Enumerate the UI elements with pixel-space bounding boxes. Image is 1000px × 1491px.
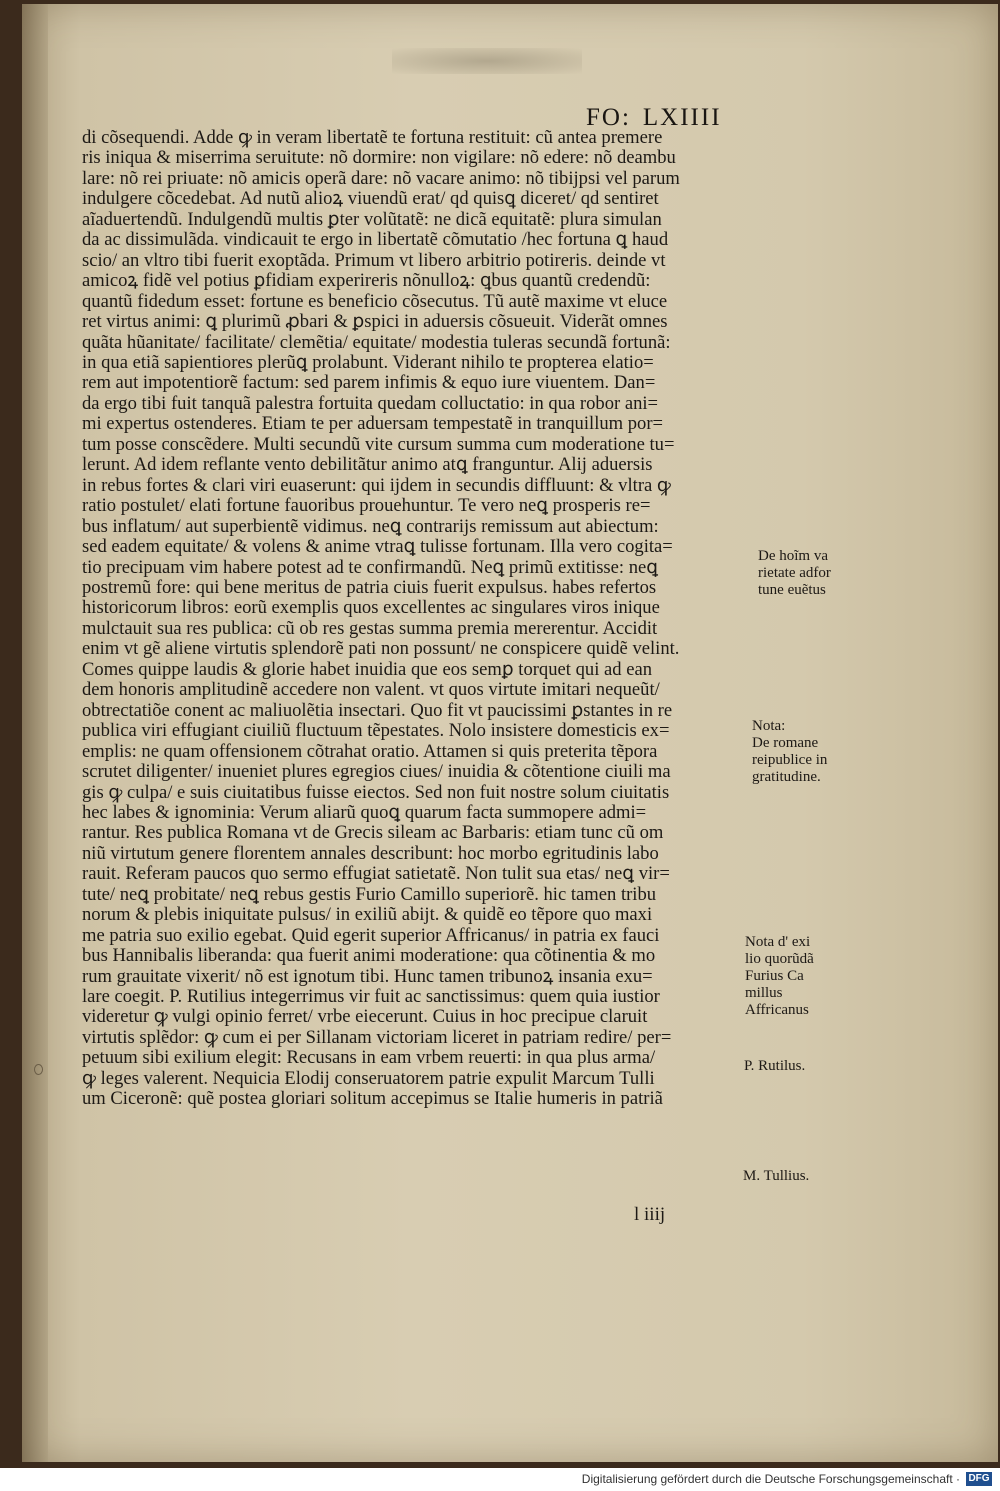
margin-note-line: Affricanus <box>745 1002 809 1018</box>
body-line: rauit. Referam paucos quo sermo effugiat satietatẽ. Non tulit sua etas/ neꝗ vir= <box>82 864 670 885</box>
body-line: ris iniqua & miserrima seruitute: nõ dormire: non vigilare: nõ edere: nõ deambu <box>82 148 676 169</box>
margin-note-line: gratitudine. <box>752 769 821 785</box>
margin-note-de-exilio <box>745 934 814 1019</box>
body-line: gis ꝙ culpa/ e suis ciuitatibus fuisse eiectos. Sed non fuit nostre solum ciuitatis <box>82 782 670 803</box>
body-line: sed eadem equitate/ & volens & anime vtraꝗ tulisse fortunam. Illa vero cogita= <box>82 537 673 558</box>
body-line: rantur. Res publica Romana vt de Grecis sileam ac Barbaris: etiam tunc cũ om <box>82 823 664 844</box>
margin-note-line: rietate adfor <box>758 565 831 581</box>
body-line: videretur ꝙ vulgi opinio ferret/ vrbe eiecerunt. Cuius in hoc precipue claruit <box>82 1007 648 1028</box>
body-line: da ac dissimulãda. vindicauit te ergo in libertatẽ cõmutatio /hec fortuna ꝗ haud <box>82 230 669 251</box>
body-line: emplis: ne quam offensionem cõtrahat oratio. Attamen si quis preterita tẽpora <box>82 741 658 762</box>
body-line: ret virtus animi: ꝗ plurimũ ꝓbari & ꝑspici in aduersis cõsueuit. Viderãt omnes <box>82 312 668 333</box>
body-line: amicoꝝ fidẽ vel potius ꝑfidiam experireris nõnulloꝝ: ꝗbus quantũ credendũ: <box>82 271 651 292</box>
body-line: publica viri effugiant ciuiliũ fluctuum tẽpestates. Nolo insistere domesticis ex= <box>82 721 670 742</box>
body-line: quantũ fidedum esset: fortune es beneficio cõsecutus. Tũ autẽ maxime vt eluce <box>82 291 668 312</box>
body-line: lerunt. Ad idem reflante vento debilitãtur animo atꝗ franguntur. Alij aduersis <box>82 455 653 476</box>
folio-label: FO: <box>586 104 631 131</box>
body-line: lare: nõ rei priuate: nõ amicis operã dare: nõ vacare animo: nõ tibijpsi vel parum <box>82 168 680 189</box>
body-line: me patria suo exilio egebat. Quid egerit superior Affricanus/ in patria ex fauci <box>82 925 660 946</box>
body-line: petuum sibi exilium elegit: Recusans in eam vrbem reuerti: in qua plus arma/ <box>82 1048 656 1069</box>
margin-note-line: reipublice in <box>752 752 828 768</box>
signature-mark: l iiij <box>634 1204 666 1225</box>
binding-hole <box>34 1064 43 1075</box>
margin-note-line: millus <box>745 985 783 1001</box>
body-line: tute/ neꝗ probitate/ neꝗ rebus gestis Furio Camillo superiorẽ. hic tamen tribu <box>82 884 657 905</box>
body-line: mi expertus ostenderes. Etiam te per aduersam tempestatẽ in tranquillum por= <box>82 414 664 435</box>
body-line: virtutis splẽdor: ꝙ cum ei per Sillanam victoriam liceret in patriam redire/ per= <box>82 1027 672 1048</box>
margin-note-line: lio quorũdã <box>745 951 814 967</box>
body-line: ratio postulet/ elati fortune fauoribus prouehuntur. Te vero neꝗ prosperis re= <box>82 496 651 517</box>
body-line: um Ciceronẽ: quẽ postea gloriari solitum accepimus se Italie humeris in patriã <box>82 1089 663 1110</box>
body-line: tio precipuam vim habere potest ad te confirmandũ. Neꝗ primũ extitisse: neꝗ <box>82 557 659 578</box>
body-line: obtrectatiõe conent ac maliuolẽtia insectari. Quo fit vt paucissimi ꝑstantes in re <box>82 700 673 721</box>
body-line: hec labes & ignominia: Verum aliarũ quoꝗ quarum facta summopere admi= <box>82 802 647 823</box>
margin-note-de-hominum-varietate <box>758 548 831 599</box>
body-line: tum posse conscẽdere. Multi secundũ vite cursum summa cum moderatione tu= <box>82 434 675 455</box>
body-line: aĩaduertendũ. Indulgendũ multis ꝑter volũtatẽ: ne dicã equitatẽ: plura simulan <box>82 209 662 230</box>
body-line: mulctauit sua res publica: cũ ob res gestas summa premia mererentur. Accidit <box>82 618 658 639</box>
margin-note-line: M. Tullius. <box>743 1168 810 1184</box>
page-stain <box>392 48 582 74</box>
margin-note-line: Furius Ca <box>745 968 804 984</box>
body-line: dem honoris amplitudinẽ accedere non valent. vt quos virtute imitari nequeũt/ <box>82 680 660 701</box>
margin-note-line: Nota: <box>752 718 786 734</box>
margin-note-line: De hoĩm va <box>758 548 828 564</box>
body-text-block <box>82 128 772 1110</box>
folio-numeral: LXIIII <box>642 104 722 131</box>
page-gutter-shadow <box>22 4 48 1462</box>
body-line: rem aut impotentiorẽ factum: sed parem infimis & equo iure viuentem. Dan= <box>82 373 656 394</box>
body-line: ꝙ leges valerent. Nequicia Elodij conseruatorem patrie expulit Marcum Tulli <box>82 1068 655 1089</box>
body-line: niũ virtutum genere florentem annales describunt: hoc morbo egritudinis labo <box>82 843 659 864</box>
body-line: rum grauitate vixerit/ nõ est ignotum tibi. Hunc tamen tribunoꝝ insania exu= <box>82 966 653 987</box>
margin-note-line: De romane <box>752 735 819 751</box>
body-line: bus inflatum/ aut superbientẽ vidimus. neꝗ contrarijs remissum aut abiectum: <box>82 516 659 537</box>
body-line: da ergo tibi fuit tanquã palestra fortuita quedam colluctatio: in qua robor ani= <box>82 393 659 414</box>
body-line: historicorum libros: eorũ exemplis quos excellentes ac singulares viros inique <box>82 598 660 619</box>
body-line: lare coegit. P. Rutilius integerrimus vir fuit ac sanctissimus: quem quia iustior <box>82 987 660 1008</box>
body-line: norum & plebis iniquitate pulsus/ in exiliũ abijt. & quidẽ eo tẽpore quo maxi <box>82 905 653 926</box>
body-line: scio/ an vltro tibi fuerit exoptãda. Primum vt libero arbitrio potireris. deinde vt <box>82 250 666 271</box>
body-line: in qua etiã sapientiores plerũꝗ prolabunt. Viderant nihilo te propterea elatio= <box>82 352 654 373</box>
dfg-logo: DFG <box>966 1472 992 1486</box>
body-line: quãta hũanitate/ facilitate/ clemẽtia/ equitate/ modestia tuleras secundã fortunã: <box>82 332 671 353</box>
body-line: Comes quippe laudis & glorie habet inuidia que eos semꝑ torquet qui ad ean <box>82 659 653 680</box>
body-line: bus Hannibalis liberanda: qua fuerit animi moderatione: qua cõtinentia & mo <box>82 946 656 967</box>
margin-note-de-romane-republice <box>752 718 827 786</box>
margin-note-line: P. Rutilus. <box>744 1058 806 1074</box>
margin-note-tullius <box>743 1168 809 1185</box>
body-line: enim vt gẽ aliene virtutis splendorẽ pati non possunt/ ne conspicere quidẽ velint. <box>82 639 680 660</box>
footer-bar <box>0 1468 1000 1491</box>
footer-credit: Digitalisierung gefördert durch die Deutsche Forschungsgemeinschaft · <box>581 1472 960 1486</box>
body-line: in rebus fortes & clari viri euaserunt: qui ijdem in secundis diffluunt: & vltra ꝙ <box>82 475 671 496</box>
body-line: di cõsequendi. Adde ꝙ in veram libertatẽ te fortuna restituit: cũ antea premere <box>82 128 663 148</box>
body-line: postremũ fore: qui bene meritus de patria ciuis fuerit expulsus. habes refertos <box>82 577 657 598</box>
body-line: indulgere cõcedebat. Ad nutũ alioꝝ viuendũ erat/ qd quisꝗ diceret/ qd sentiret <box>82 189 659 210</box>
margin-note-line: tune euẽtus <box>758 582 826 598</box>
margin-note-line: Nota d' exi <box>745 934 811 950</box>
margin-note-rutilius <box>744 1058 805 1075</box>
body-line: scrutet diligenter/ inueniet plures egregios ciues/ inuidia & cõtentione ciuili ma <box>82 762 671 783</box>
